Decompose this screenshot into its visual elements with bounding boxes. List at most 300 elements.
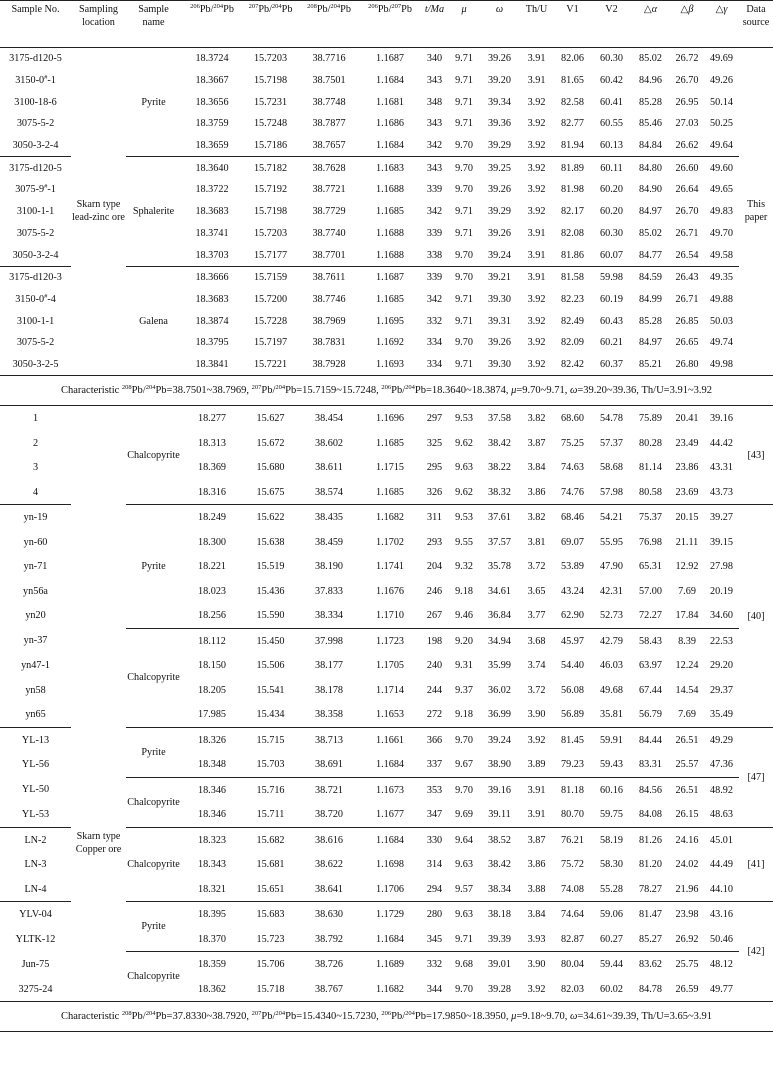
omega-cell: 39.28 xyxy=(488,983,511,995)
sample-no-cell: Jun-75 xyxy=(21,958,50,970)
t-ma-cell: 343 xyxy=(420,157,449,179)
header-pb206-207 xyxy=(360,1,420,48)
v2-cell: 60.20 xyxy=(600,206,623,218)
header-th-u xyxy=(520,1,553,48)
v2-cell: 59.06 xyxy=(592,902,631,927)
delta-beta-cell: 26.70 xyxy=(675,206,699,218)
delta-gamma-cell: 49.60 xyxy=(704,157,739,179)
data-source-cell: [42] xyxy=(739,902,773,1002)
t-ma-cell: 347 xyxy=(426,809,443,821)
pb208-204-cell: 38.616 xyxy=(298,827,360,852)
mu-cell: 9.62 xyxy=(455,437,473,449)
sampling-location-cell: Skarn type lead-zinc ore xyxy=(71,48,126,376)
pb206-207-cell: 1.1729 xyxy=(360,902,420,927)
sample-no-cell: YL-50 xyxy=(21,784,50,796)
pb206-204-cell: 18.3640 xyxy=(181,157,243,179)
pb206-204-cell: 18.362 xyxy=(197,983,226,995)
v1-cell: 82.17 xyxy=(561,206,584,218)
omega-cell: 39.26 xyxy=(488,227,511,239)
pb207-204-cell: 15.541 xyxy=(256,684,285,696)
omega-cell: 36.84 xyxy=(488,610,511,622)
pb207-204-cell: 15.506 xyxy=(256,660,285,672)
v1-cell: 82.77 xyxy=(561,118,584,130)
header-sample-name-text: Sample name xyxy=(138,4,169,28)
delta-beta-cell: 12.24 xyxy=(675,660,699,672)
delta-alpha-cell: 84.80 xyxy=(631,157,670,179)
pb207-204-cell: 15.681 xyxy=(256,859,285,871)
omega-cell: 39.16 xyxy=(479,777,520,802)
t-ma-cell: 314 xyxy=(426,859,443,871)
header-v2-text: V2 xyxy=(605,4,618,15)
th-u-cell: 3.81 xyxy=(527,536,546,548)
delta-gamma-cell: 49.74 xyxy=(710,337,733,349)
delta-beta-cell: 26.43 xyxy=(670,266,704,288)
th-u-cell: 3.92 xyxy=(527,337,546,349)
delta-alpha-cell: 85.02 xyxy=(639,227,662,239)
pb207-204-cell: 15.622 xyxy=(243,505,298,530)
v1-cell: 81.86 xyxy=(561,249,584,261)
mu-cell: 9.70 xyxy=(455,184,473,196)
pb208-204-cell: 38.713 xyxy=(298,727,360,752)
pb206-207-cell: 1.1684 xyxy=(360,827,420,852)
delta-gamma-cell: 48.12 xyxy=(704,952,739,977)
pb206-204-cell: 18.023 xyxy=(197,585,226,597)
pb206-204-cell: 18.3795 xyxy=(195,337,229,349)
sample-no-cell: yn-60 xyxy=(23,536,48,548)
delta-gamma-cell: 43.16 xyxy=(704,902,739,927)
delta-beta-cell: 26.71 xyxy=(675,227,699,239)
pb208-204-cell: 38.792 xyxy=(314,933,343,945)
v1-cell: 81.89 xyxy=(553,157,592,179)
pb208-204-cell: 38.7501 xyxy=(312,75,346,87)
delta-alpha-cell: 83.62 xyxy=(631,952,670,977)
pb208-204-cell: 38.7746 xyxy=(312,293,346,305)
delta-gamma-cell: 49.88 xyxy=(710,293,733,305)
th-u-cell: 3.65 xyxy=(527,585,546,597)
omega-cell: 39.30 xyxy=(488,293,511,305)
th-u-cell: 3.74 xyxy=(527,660,546,672)
delta-gamma-cell: 22.53 xyxy=(704,628,739,653)
mu-cell: 9.71 xyxy=(455,358,473,370)
delta-alpha-cell: 84.44 xyxy=(631,727,670,752)
delta-beta-cell: 23.98 xyxy=(670,902,704,927)
header-delta-alpha xyxy=(631,1,670,48)
sample-name-cell: Chalcopyrite xyxy=(127,449,180,461)
v2-cell: 59.43 xyxy=(600,759,623,771)
pb206-204-cell: 18.256 xyxy=(197,610,226,622)
t-ma-cell: 342 xyxy=(426,293,443,305)
omega-cell: 37.61 xyxy=(479,505,520,530)
th-u-cell: 3.92 xyxy=(527,96,546,108)
v1-cell: 81.18 xyxy=(553,777,592,802)
pb206-204-cell: 18.395 xyxy=(181,902,243,927)
sample-no-cell: YL-53 xyxy=(21,809,50,821)
pb206-204-cell: 18.323 xyxy=(181,827,243,852)
v1-cell: 81.65 xyxy=(561,75,584,87)
omega-cell: 39.25 xyxy=(479,157,520,179)
header-pb208-204 xyxy=(298,1,360,48)
v1-cell: 75.72 xyxy=(561,859,584,871)
pb208-204-cell: 38.691 xyxy=(314,759,343,771)
omega-cell: 38.32 xyxy=(488,486,511,498)
th-u-cell: 3.92 xyxy=(527,293,546,305)
pb206-207-cell: 1.1687 xyxy=(360,266,420,288)
delta-beta-cell: 23.86 xyxy=(675,462,699,474)
header-v1-text: V1 xyxy=(566,4,579,15)
delta-beta-cell: 26.51 xyxy=(670,727,704,752)
th-u-cell: 3.91 xyxy=(527,249,546,261)
mu-cell: 9.70 xyxy=(449,157,479,179)
delta-gamma-cell: 29.20 xyxy=(710,660,733,672)
header-row xyxy=(0,1,773,48)
th-u-cell: 3.92 xyxy=(527,184,546,196)
v1-cell: 76.21 xyxy=(553,827,592,852)
th-u-cell: 3.84 xyxy=(520,902,553,927)
header-sample-name xyxy=(126,1,181,48)
pb208-204-cell: 38.7748 xyxy=(312,96,346,108)
data-source-cell: [41] xyxy=(739,827,773,902)
delta-beta-cell: 21.11 xyxy=(675,536,699,548)
v2-cell: 60.02 xyxy=(600,983,623,995)
th-u-cell: 3.92 xyxy=(527,358,546,370)
mu-cell: 9.31 xyxy=(455,660,473,672)
sample-no-cell: 3175-d120-5 xyxy=(0,48,71,70)
table-body xyxy=(0,48,773,1032)
omega-cell: 39.29 xyxy=(488,140,511,152)
delta-alpha-cell: 84.77 xyxy=(639,249,662,261)
pb206-204-cell: 18.3841 xyxy=(195,358,229,370)
pb208-204-cell: 38.7740 xyxy=(312,227,346,239)
delta-gamma-cell: 43.31 xyxy=(710,462,733,474)
sample-no-cell: YL-56 xyxy=(21,759,50,771)
mu-cell: 9.62 xyxy=(455,486,473,498)
t-ma-cell: 272 xyxy=(426,709,443,721)
omega-cell: 35.99 xyxy=(488,660,511,672)
delta-alpha-cell: 67.44 xyxy=(639,684,662,696)
pb206-207-cell: 1.1687 xyxy=(360,48,420,70)
header-v2 xyxy=(592,1,631,48)
pb206-204-cell: 18.313 xyxy=(197,437,226,449)
pb208-204-cell: 38.358 xyxy=(314,709,343,721)
sample-no-cell: 2 xyxy=(32,437,39,449)
table-row xyxy=(0,48,773,70)
t-ma-cell: 339 xyxy=(426,184,443,196)
omega-cell: 38.34 xyxy=(488,883,511,895)
pb206-204-cell: 18.346 xyxy=(197,809,226,821)
pb206-204-cell: 18.3741 xyxy=(195,227,229,239)
th-u-cell: 3.84 xyxy=(527,462,546,474)
pb206-204-cell: 18.370 xyxy=(197,933,226,945)
omega-cell: 38.42 xyxy=(488,859,511,871)
v2-cell: 60.16 xyxy=(592,777,631,802)
pb208-204-cell: 38.435 xyxy=(298,505,360,530)
v1-cell: 74.63 xyxy=(561,462,584,474)
header-mu xyxy=(449,1,479,48)
pb206-204-cell: 18.343 xyxy=(197,859,226,871)
mu-cell: 9.71 xyxy=(455,96,473,108)
delta-alpha-cell: 63.97 xyxy=(639,660,662,672)
mu-cell: 9.70 xyxy=(449,727,479,752)
th-u-cell: 3.89 xyxy=(527,759,546,771)
sample-no-cell: 3150-0#-4 xyxy=(15,292,56,305)
delta-alpha-cell: 75.89 xyxy=(639,413,662,425)
header-pb208-204-text: $^{208}$Pb/$^{204}$Pb xyxy=(307,3,351,15)
delta-gamma-cell: 27.98 xyxy=(710,561,733,573)
v1-cell: 82.58 xyxy=(561,96,584,108)
mu-cell: 9.71 xyxy=(449,48,479,70)
omega-cell: 39.26 xyxy=(479,48,520,70)
th-u-cell: 3.87 xyxy=(527,437,546,449)
th-u-cell: 3.86 xyxy=(527,486,546,498)
delta-gamma-cell: 29.37 xyxy=(710,684,733,696)
pb207-204-cell: 15.711 xyxy=(256,809,285,821)
delta-alpha-cell: 83.31 xyxy=(639,759,662,771)
t-ma-cell: 353 xyxy=(420,777,449,802)
sample-no-cell: LN-4 xyxy=(24,883,47,895)
v2-cell: 42.31 xyxy=(600,585,623,597)
delta-gamma-cell: 45.01 xyxy=(704,827,739,852)
delta-beta-cell: 20.41 xyxy=(675,413,699,425)
pb207-204-cell: 15.7203 xyxy=(243,48,298,70)
pb207-204-cell: 15.7203 xyxy=(253,227,288,239)
pb208-204-cell: 38.721 xyxy=(298,777,360,802)
pb206-204-cell: 18.3703 xyxy=(195,249,229,261)
delta-alpha-cell: 65.31 xyxy=(639,561,662,573)
pb206-207-cell: 1.1685 xyxy=(375,486,404,498)
pb206-207-cell: 1.1684 xyxy=(375,933,404,945)
header-data-source-text: Data source xyxy=(742,4,770,28)
delta-gamma-cell: 20.19 xyxy=(710,585,733,597)
omega-cell: 39.34 xyxy=(488,96,511,108)
header-pb206-204-text: $^{206}$Pb/$^{204}$Pb xyxy=(190,3,234,15)
omega-cell: 39.26 xyxy=(488,337,511,349)
mu-cell: 9.70 xyxy=(455,337,473,349)
omega-cell: 36.02 xyxy=(488,684,511,696)
v1-cell: 74.08 xyxy=(561,883,584,895)
pb207-204-cell: 15.7192 xyxy=(253,184,288,196)
pb206-207-cell: 1.1706 xyxy=(375,883,404,895)
v1-cell: 56.89 xyxy=(561,709,584,721)
v2-cell: 59.75 xyxy=(600,809,623,821)
sample-no-cell: 3050-3-2-4 xyxy=(12,249,59,261)
delta-gamma-cell: 43.73 xyxy=(710,486,733,498)
header-delta-beta xyxy=(670,1,704,48)
delta-beta-cell: 26.92 xyxy=(675,933,699,945)
pb208-204-cell: 38.630 xyxy=(298,902,360,927)
pb206-207-cell: 1.1661 xyxy=(360,727,420,752)
pb206-207-cell: 1.1685 xyxy=(375,206,404,218)
pb207-204-cell: 15.675 xyxy=(256,486,285,498)
mu-cell: 9.53 xyxy=(449,505,479,530)
t-ma-cell: 344 xyxy=(426,983,443,995)
sample-no-cell: 3075-5-2 xyxy=(16,118,55,130)
delta-gamma-cell: 49.26 xyxy=(710,75,733,87)
delta-alpha-cell: 84.84 xyxy=(639,140,662,152)
delta-alpha-cell: 85.21 xyxy=(639,358,662,370)
delta-alpha-cell: 84.90 xyxy=(639,184,662,196)
pb206-207-cell: 1.1695 xyxy=(375,315,404,327)
pb208-204-cell: 38.190 xyxy=(314,561,343,573)
mu-cell: 9.71 xyxy=(455,118,473,130)
pb207-204-cell: 15.715 xyxy=(243,727,298,752)
t-ma-cell: 204 xyxy=(426,561,443,573)
delta-alpha-cell: 78.27 xyxy=(639,883,662,895)
pb208-204-cell: 38.7729 xyxy=(312,206,346,218)
characteristic-row xyxy=(0,1002,773,1032)
delta-beta-cell: 8.39 xyxy=(670,628,704,653)
pb206-207-cell: 1.1676 xyxy=(375,585,404,597)
pb206-204-cell: 18.3656 xyxy=(195,96,229,108)
pb206-204-cell: 18.369 xyxy=(197,462,226,474)
header-delta-alpha-text: △α xyxy=(643,4,658,15)
pb207-204-cell: 15.680 xyxy=(256,462,285,474)
v2-cell: 59.98 xyxy=(592,266,631,288)
mu-cell: 9.68 xyxy=(449,952,479,977)
omega-cell: 39.20 xyxy=(488,75,511,87)
v2-cell: 58.68 xyxy=(600,462,623,474)
header-v1 xyxy=(553,1,592,48)
delta-gamma-cell: 49.98 xyxy=(710,358,733,370)
delta-gamma-cell: 48.92 xyxy=(704,777,739,802)
t-ma-cell: 332 xyxy=(426,315,443,327)
pb206-204-cell: 18.300 xyxy=(197,536,226,548)
t-ma-cell: 342 xyxy=(426,206,443,218)
sample-name-cell: Sphalerite xyxy=(126,157,181,266)
delta-gamma-cell: 49.70 xyxy=(710,227,733,239)
delta-gamma-cell: 49.58 xyxy=(710,249,733,261)
pb207-204-cell: 15.7200 xyxy=(253,293,288,305)
header-t-ma xyxy=(420,1,449,48)
v2-cell: 60.41 xyxy=(600,96,623,108)
v2-cell: 57.37 xyxy=(600,437,623,449)
t-ma-cell: 330 xyxy=(420,827,449,852)
pb206-207-cell: 1.1683 xyxy=(360,157,420,179)
pb207-204-cell: 15.7197 xyxy=(253,337,288,349)
th-u-cell: 3.92 xyxy=(527,118,546,130)
mu-cell: 9.46 xyxy=(455,610,473,622)
delta-alpha-cell: 80.58 xyxy=(639,486,662,498)
v1-cell: 69.07 xyxy=(561,536,584,548)
v2-cell: 55.28 xyxy=(600,883,623,895)
mu-cell: 9.70 xyxy=(455,983,473,995)
mu-cell: 9.37 xyxy=(455,684,473,696)
sample-no-cell: yn47-1 xyxy=(21,660,50,672)
v2-cell: 60.13 xyxy=(600,140,623,152)
pb207-204-cell: 15.450 xyxy=(243,628,298,653)
v2-cell: 42.79 xyxy=(592,628,631,653)
delta-alpha-cell: 81.20 xyxy=(639,859,662,871)
omega-cell: 39.01 xyxy=(479,952,520,977)
pb207-204-cell: 15.716 xyxy=(243,777,298,802)
t-ma-cell: 342 xyxy=(426,140,443,152)
sample-no-cell: 3075-9#-1 xyxy=(15,183,56,196)
omega-cell: 38.52 xyxy=(479,827,520,852)
delta-beta-cell: 14.54 xyxy=(675,684,699,696)
omega-cell: 39.24 xyxy=(488,249,511,261)
pb206-207-cell: 1.1684 xyxy=(375,75,404,87)
delta-beta-cell: 25.75 xyxy=(670,952,704,977)
t-ma-cell: 267 xyxy=(426,610,443,622)
delta-gamma-cell: 39.27 xyxy=(704,505,739,530)
th-u-cell: 3.92 xyxy=(527,206,546,218)
v1-cell: 75.25 xyxy=(561,437,584,449)
v1-cell: 80.70 xyxy=(561,809,584,821)
delta-alpha-cell: 84.78 xyxy=(639,983,662,995)
th-u-cell: 3.92 xyxy=(520,727,553,752)
pb208-204-cell: 38.178 xyxy=(314,684,343,696)
header-pb207-204-text: $^{207}$Pb/$^{204}$Pb xyxy=(248,3,293,15)
th-u-cell: 3.92 xyxy=(527,315,546,327)
v2-cell: 60.27 xyxy=(600,933,623,945)
v1-cell: 82.87 xyxy=(561,933,584,945)
th-u-cell: 3.91 xyxy=(527,227,546,239)
th-u-cell: 3.91 xyxy=(520,48,553,70)
delta-beta-cell: 26.95 xyxy=(675,96,699,108)
sample-no-cell: yn65 xyxy=(25,709,46,721)
delta-beta-cell: 26.51 xyxy=(670,777,704,802)
header-pb207-204 xyxy=(243,1,298,48)
pb208-204-cell: 37.998 xyxy=(298,628,360,653)
pb208-204-cell: 38.7831 xyxy=(312,337,346,349)
delta-alpha-cell: 81.14 xyxy=(639,462,662,474)
sample-name-cell: Chalcopyrite xyxy=(126,952,181,1002)
v2-cell: 60.20 xyxy=(600,184,623,196)
delta-gamma-cell: 35.49 xyxy=(710,709,733,721)
pb207-204-cell: 15.672 xyxy=(256,437,285,449)
delta-alpha-cell: 84.59 xyxy=(631,266,670,288)
pb208-204-cell: 38.767 xyxy=(314,983,343,995)
header-t-ma-text: t/Ma xyxy=(424,4,445,15)
pb206-207-cell: 1.1682 xyxy=(360,505,420,530)
delta-beta-cell: 23.49 xyxy=(675,437,699,449)
pb207-204-cell: 15.638 xyxy=(256,536,285,548)
mu-cell: 9.71 xyxy=(455,315,473,327)
v2-cell: 46.03 xyxy=(600,660,623,672)
t-ma-cell: 332 xyxy=(420,952,449,977)
header-pb206-204 xyxy=(181,1,243,48)
sample-no-cell: 3100-1-1 xyxy=(16,206,55,218)
v2-cell: 60.19 xyxy=(600,293,623,305)
delta-alpha-cell: 75.37 xyxy=(631,505,670,530)
pb207-204-cell: 15.7248 xyxy=(253,118,288,130)
mu-cell: 9.71 xyxy=(455,75,473,87)
delta-gamma-cell: 44.10 xyxy=(710,883,733,895)
v2-cell: 47.90 xyxy=(600,561,623,573)
pb207-204-cell: 15.7198 xyxy=(253,75,288,87)
th-u-cell: 3.72 xyxy=(527,561,546,573)
omega-cell: 38.42 xyxy=(488,437,511,449)
pb207-204-cell: 15.436 xyxy=(256,585,285,597)
sample-no-cell: 3075-5-2 xyxy=(16,227,55,239)
v1-cell: 74.76 xyxy=(561,486,584,498)
v1-cell: 81.45 xyxy=(553,727,592,752)
mu-cell: 9.32 xyxy=(455,561,473,573)
data-source-cell: [47] xyxy=(739,727,773,827)
sample-no-cell: 3100-1-1 xyxy=(16,315,55,327)
v2-cell: 58.30 xyxy=(600,859,623,871)
delta-gamma-cell: 50.03 xyxy=(710,315,733,327)
pb206-207-cell: 1.1705 xyxy=(375,660,404,672)
pb206-207-cell: 1.1688 xyxy=(375,249,404,261)
v2-cell: 59.44 xyxy=(592,952,631,977)
header-data-source xyxy=(739,1,773,48)
delta-beta-cell: 7.69 xyxy=(678,585,696,597)
pb208-204-cell: 38.622 xyxy=(314,859,343,871)
pb207-204-cell: 15.682 xyxy=(243,827,298,852)
v1-cell: 62.90 xyxy=(561,610,584,622)
sample-no-cell: yn20 xyxy=(25,610,46,622)
omega-cell: 39.26 xyxy=(488,184,511,196)
